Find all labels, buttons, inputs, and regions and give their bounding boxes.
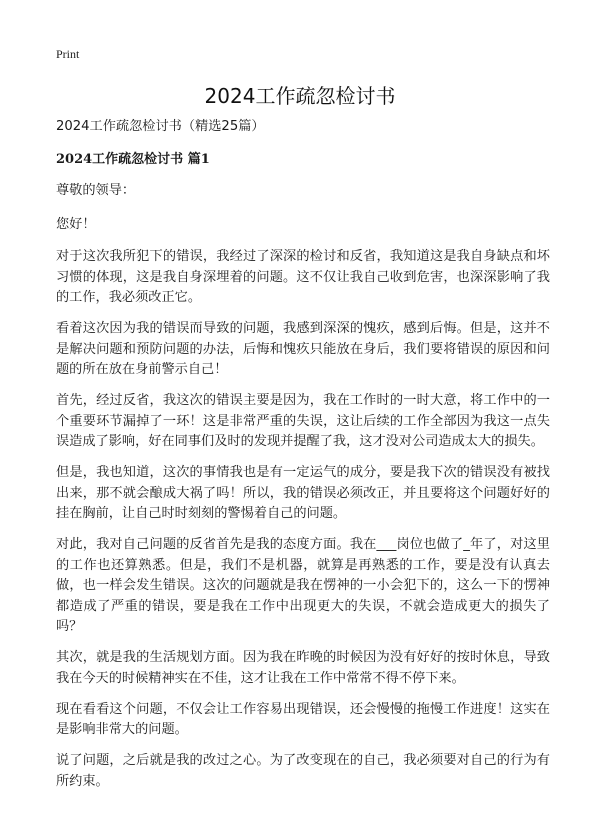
document-subtitle: 2024工作疏忽检讨书（精选25篇）	[56, 119, 265, 134]
body-paragraph: 现在看看这个问题，不仅会让工作容易出现错误，还会慢慢的拖慢工作进度！这实在是影响非常大的问题。	[56, 701, 550, 737]
section-heading: 2024工作疏忽检讨书 篇1	[56, 151, 210, 167]
body-paragraph: 对于这次我所犯下的错误，我经过了深深的检讨和反省，我知道这是我自身缺点和坏习惯的体现，这是我自身深埋着的问题。这不仅让我自己收到危害，也深深影响了我的工作，我必须改正它。	[56, 249, 550, 305]
salutation-line: 您好！	[56, 216, 96, 232]
document-body	[56, 117, 550, 803]
body-paragraph: 其次，就是我的生活规划方面。因为我在昨晚的时候因为没有好好的按时休息，导致我在今天的时候精神实在不佳，这才让我在工作中常常不得不停下来。	[56, 650, 550, 686]
print-link[interactable]: Print	[56, 47, 80, 61]
body-paragraph: 但是，我也知道，这次的事情我也是有一定运气的成分，要是我下次的错误没有被找出来，那不就会酿成大祸了吗！所以，我的错误必须改正，并且要将这个问题好好的挂在胸前，让自己时时刻刻的警惕着自己的问题。	[56, 465, 550, 521]
body-paragraph: 首先，经过反省，我这次的错误主要是因为，我在工作时的一时大意，将工作中的一个重要环节漏掉了一环！这是非常严重的失误，这让后续的工作全部因为我这一点失误造成了影响，好在同事们及时的发现并提醒了我，这才没对公司造成太大的损失。	[56, 393, 550, 449]
body-paragraph: 对此，我对自己问题的反省首先是我的态度方面。我在___岗位也做了_年了，对这里的工作也还算熟悉。但是，我们不是机器，就算是再熟悉的工作，要是没有认真去做，也一样会发生错误。这次的问题就是我在愣神的一小会犯下的，这么一下的愣神都造成了严重的错误，要是我在工作中出现更大的失误，不就会造成更大的损失了吗？	[56, 537, 550, 634]
greeting-line: 尊敬的领导：	[56, 183, 136, 198]
body-paragraph: 说了问题，之后就是我的改过之心。为了改变现在的自己，我必须要对自己的行为有所约束。	[56, 753, 550, 789]
document-title: 2024工作疏忽检讨书	[204, 84, 396, 108]
body-paragraph: 看着这次因为我的错误而导致的问题，我感到深深的愧疚，感到后悔。但是，这并不是解决问题和预防问题的办法，后悔和愧疚只能放在身后，我们要将错误的原因和问题的所在放在身前警示自己！	[56, 321, 550, 377]
